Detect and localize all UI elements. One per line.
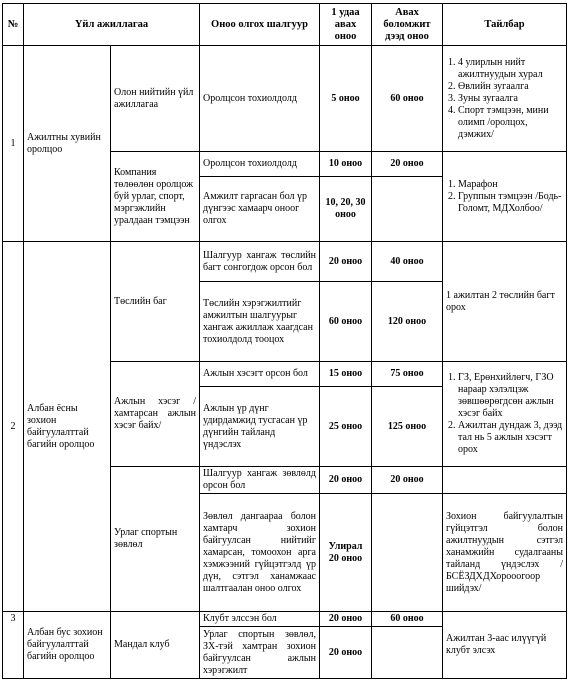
list-item: 1. Марафон <box>458 179 563 191</box>
note-cell <box>443 362 567 467</box>
section-title: Ажилтны хувийн оролцоо <box>24 46 111 242</box>
section-number: 3 <box>3 612 24 679</box>
points-cell: 15 оноо <box>320 362 372 387</box>
max-cell: 125 оноо <box>372 387 443 467</box>
note-cell: Зохион байгуулалтын гүйцэтгэл болон ажилтнуудын сэтгэл ханамжийн судалгааны тайланд үндэслэх /БСЁЗДХДХорооогоор шийдэх/ <box>443 494 567 612</box>
note-list <box>446 57 563 141</box>
points-cell: 25 оноо <box>320 387 372 467</box>
points-cell: 10, 20, 30 оноо <box>320 177 372 242</box>
max-cell: 60 оноо <box>372 612 443 627</box>
points-cell: Улирал 20 оноо <box>320 494 372 612</box>
note-list <box>446 179 563 215</box>
table-row <box>3 612 567 627</box>
points-cell: 60 оноо <box>320 282 372 362</box>
points-cell: 20 оноо <box>320 612 372 627</box>
header-activity: Үйл ажиллагаа <box>24 4 200 46</box>
list-item: 2. Өвлийн зугаалга <box>458 81 563 93</box>
max-cell <box>372 627 443 679</box>
table-row <box>3 242 567 282</box>
criteria-cell: Шалгуур хангаж зөвлөлд орсон бол <box>200 467 320 494</box>
criteria-cell: Урлаг спортын зөвлөл, ЗХ-тэй хамтран зохион байгуулсан ажлын хэрэгжилт <box>200 627 320 679</box>
note-cell <box>443 152 567 242</box>
criteria-cell: Оролцсон тохиолдолд <box>200 152 320 177</box>
list-item: 1. 4 улирлын нийт ажилтнуудын хурал <box>458 57 563 81</box>
note-cell: 1 ажилтан 2 төслийн багт орох <box>443 242 567 362</box>
activity-cell: Урлаг спортын зөвлөл <box>111 467 200 612</box>
points-cell: 20 оноо <box>320 467 372 494</box>
max-cell: 20 оноо <box>372 152 443 177</box>
points-cell: 20 оноо <box>320 242 372 282</box>
max-cell <box>372 177 443 242</box>
list-item: 3. Зуны зугаалга <box>458 93 563 105</box>
activity-cell: Мандал клуб <box>111 612 200 679</box>
criteria-cell: Ажлын үр дүнг удирдамжид тусгасан үр дүнгийн тайланд үндэслэх <box>200 387 320 467</box>
criteria-cell: Зөвлөл дангаараа болон хамтарч зохион байгуулсан нийтийг хамарсан, томоохон арга хэмжээний гүйцэтгэлд үр дүн, сэтгэл ханамжаас шалтгаалан оноо олгох <box>200 494 320 612</box>
list-item: 2. Ажилтан дундаж 3, дээд тал нь 5 ажлын хэсэгт орох <box>458 420 563 456</box>
activity-cell: Олон нийтийн үйл ажиллагаа <box>111 46 200 152</box>
section-title: Албан бус зохион байгуулалттай багийн оролцоо <box>24 612 111 679</box>
list-item: 2. Группын тэмцээн /Бодь-Голомт, МДХолбоо/ <box>458 191 563 215</box>
list-item: 4. Спорт тэмцээн, мини олимп /оролцох, дэмжих/ <box>458 105 563 141</box>
criteria-cell: Амжилт гаргасан бол үр дүнгээс хамаарч оноог олгох <box>200 177 320 242</box>
activity-cell: Компания төлөөлөн оролцож буй урлаг, спорт, мэргэжлийн уралдаан тэмцээн <box>111 152 200 242</box>
max-cell: 120 оноо <box>372 282 443 362</box>
criteria-cell: Төслийн хэрэгжилтийг амжилтын шалгуурыг хангаж ажиллаж хаагдсан тохиолдолд тооцох <box>200 282 320 362</box>
activity-cell: Ажлын хэсэг /хамтарсан ажлын хэсэг байх/ <box>111 362 200 467</box>
points-cell: 20 оноо <box>320 627 372 679</box>
header-criteria: Оноо олгох шалгуур <box>200 4 320 46</box>
criteria-cell: Шалгуур хангаж төслийн багт сонгогдож орсон бол <box>200 242 320 282</box>
header-note: Тайлбар <box>443 4 567 46</box>
section-number: 1 <box>3 46 24 242</box>
points-cell: 10 оноо <box>320 152 372 177</box>
max-cell: 40 оноо <box>372 242 443 282</box>
max-cell <box>372 494 443 612</box>
header-max: Авах боломжит дээд оноо <box>372 4 443 46</box>
max-cell: 60 оноо <box>372 46 443 152</box>
table-row <box>3 46 567 152</box>
header-row <box>3 4 567 46</box>
list-item: 1. ГЗ, Ерөнхийлөгч, ГЗО нараар хэлэлцэж зөвшөөрөгдсөн ажлын хэсэг байх <box>458 372 563 420</box>
note-cell: Ажилтан 3-аас илүүгүй клубт элсэх <box>443 612 567 679</box>
activity-cell: Төслийн баг <box>111 242 200 362</box>
criteria-cell: Клубт элссэн бол <box>200 612 320 627</box>
points-cell: 5 оноо <box>320 46 372 152</box>
section-number: 2 <box>3 242 24 612</box>
criteria-cell: Оролцсон тохиолдолд <box>200 46 320 152</box>
max-cell: 75 оноо <box>372 362 443 387</box>
scoring-table <box>2 3 567 679</box>
note-cell <box>443 46 567 152</box>
max-cell: 20 оноо <box>372 467 443 494</box>
criteria-cell: Ажлын хэсэгт орсон бол <box>200 362 320 387</box>
note-cell <box>443 467 567 494</box>
header-one-time: 1 удаа авах оноо <box>320 4 372 46</box>
note-list <box>446 372 563 456</box>
section-title: Албан ёсны зохион байгуулалттай багийн оролцоо <box>24 242 111 612</box>
header-num: № <box>3 4 24 46</box>
